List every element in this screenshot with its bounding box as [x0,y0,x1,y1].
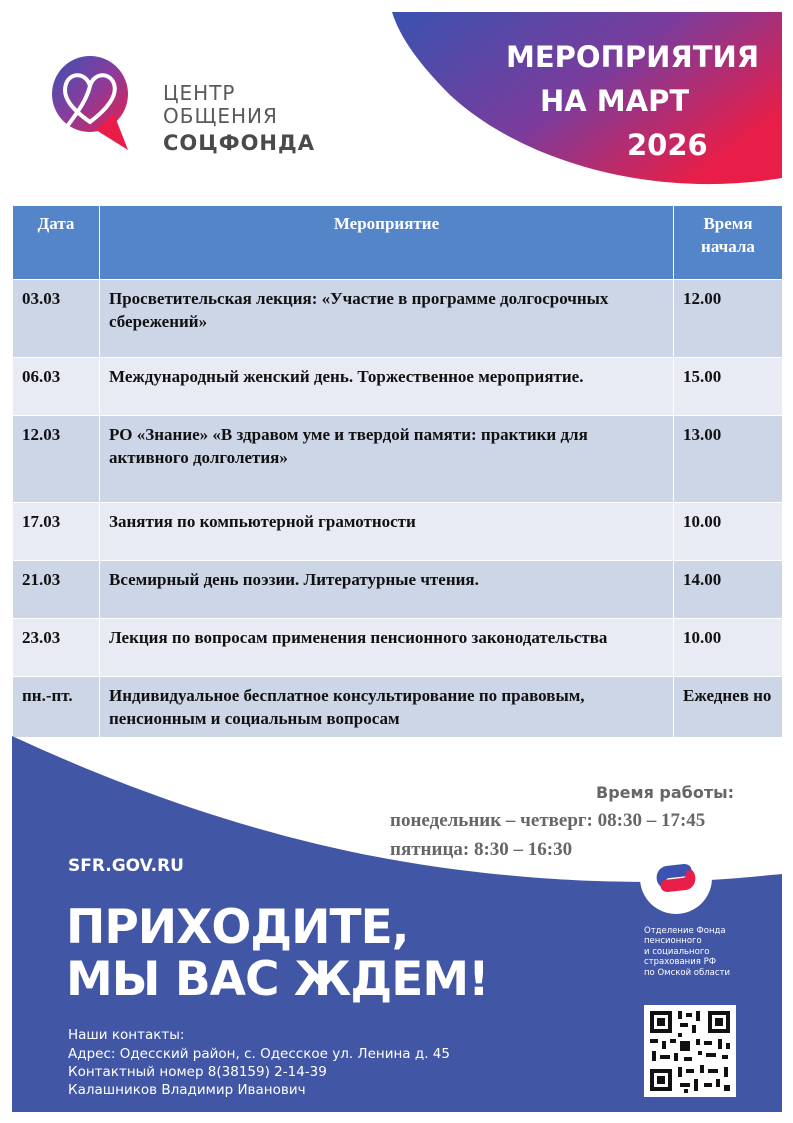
header-time-line: Время [703,214,753,233]
org-name-line: страхования РФ [644,957,717,967]
page-title-line: МЕРОПРИЯТИЯ [506,40,760,74]
sfr-logo-icon [640,842,712,914]
working-hours-line: пятница: 8:30 – 16:30 [390,839,573,860]
website-link[interactable]: SFR.GOV.RU [68,856,184,876]
logo-text-line: ОБЩЕНИЯ [163,104,278,128]
event-date: 21.03 [13,561,100,619]
event-date: 12.03 [13,416,100,503]
events-table [12,205,783,738]
table-row [13,503,783,561]
event-date: 17.03 [13,503,100,561]
contacts-title: Наши контакты: [68,1027,185,1043]
table-row [13,358,783,416]
event-date: 23.03 [13,619,100,677]
event-title: Лекция по вопросам применения пенсионного законодательства [100,619,674,677]
table-header-row [13,206,783,280]
heart-chat-logo-icon [50,52,130,152]
table-row [13,561,783,619]
event-title: Просветительская лекция: «Участие в программе долгосрочных сбережений» [100,280,674,358]
working-hours-label: Время работы: [596,783,734,802]
org-name-line: пенсионного [644,936,702,946]
contact-address: Адрес: Одесский район, с. Одесское ул. Ленина д. 45 [68,1046,450,1062]
page-title-line: 2026 [627,128,708,162]
logo-text-line: ЦЕНТР [163,81,236,105]
header-time-line: начала [701,237,755,256]
logo-text-line: СОЦФОНДА [163,131,315,155]
event-time: 10.00 [674,619,783,677]
event-date: 06.03 [13,358,100,416]
qr-code-icon[interactable] [644,1005,736,1097]
contact-phone: Контактный номер 8(38159) 2-14-39 [68,1064,327,1080]
event-time: 12.00 [674,280,783,358]
event-title: РО «Знание» «В здравом уме и твердой памяти: практики для активного долголетия» [100,416,674,503]
working-hours-line: понедельник – четверг: 08:30 – 17:45 [390,810,706,831]
org-name-line: Отделение Фонда [644,926,726,936]
slogan-line: МЫ ВАС ЖДЕМ! [66,952,489,1007]
org-name-line: по Омской области [644,968,731,978]
event-title: Индивидуальное бесплатное консультирование по правовым, пенсионным и социальным вопросам [100,677,674,738]
table-row [13,280,783,358]
event-title: Занятия по компьютерной грамотности [100,503,674,561]
event-time: 15.00 [674,358,783,416]
header-time [674,206,783,280]
page-title-line: НА МАРТ [540,84,690,118]
table-row [13,416,783,503]
table-row [13,619,783,677]
header-event: Мероприятие [100,206,674,280]
slogan-line: ПРИХОДИТЕ, [66,900,409,955]
event-time: 14.00 [674,561,783,619]
event-date: 03.03 [13,280,100,358]
event-time: Ежеднев но [674,677,783,738]
event-date: пн.-пт. [13,677,100,738]
event-title: Всемирный день поэзии. Литературные чтения. [100,561,674,619]
header-date: Дата [13,206,100,280]
event-time: 10.00 [674,503,783,561]
table-row [13,677,783,738]
event-time: 13.00 [674,416,783,503]
contact-person: Калашников Владимир Иванович [68,1082,306,1098]
event-title: Международный женский день. Торжественное мероприятие. [100,358,674,416]
org-name-line: и социального [644,947,710,957]
